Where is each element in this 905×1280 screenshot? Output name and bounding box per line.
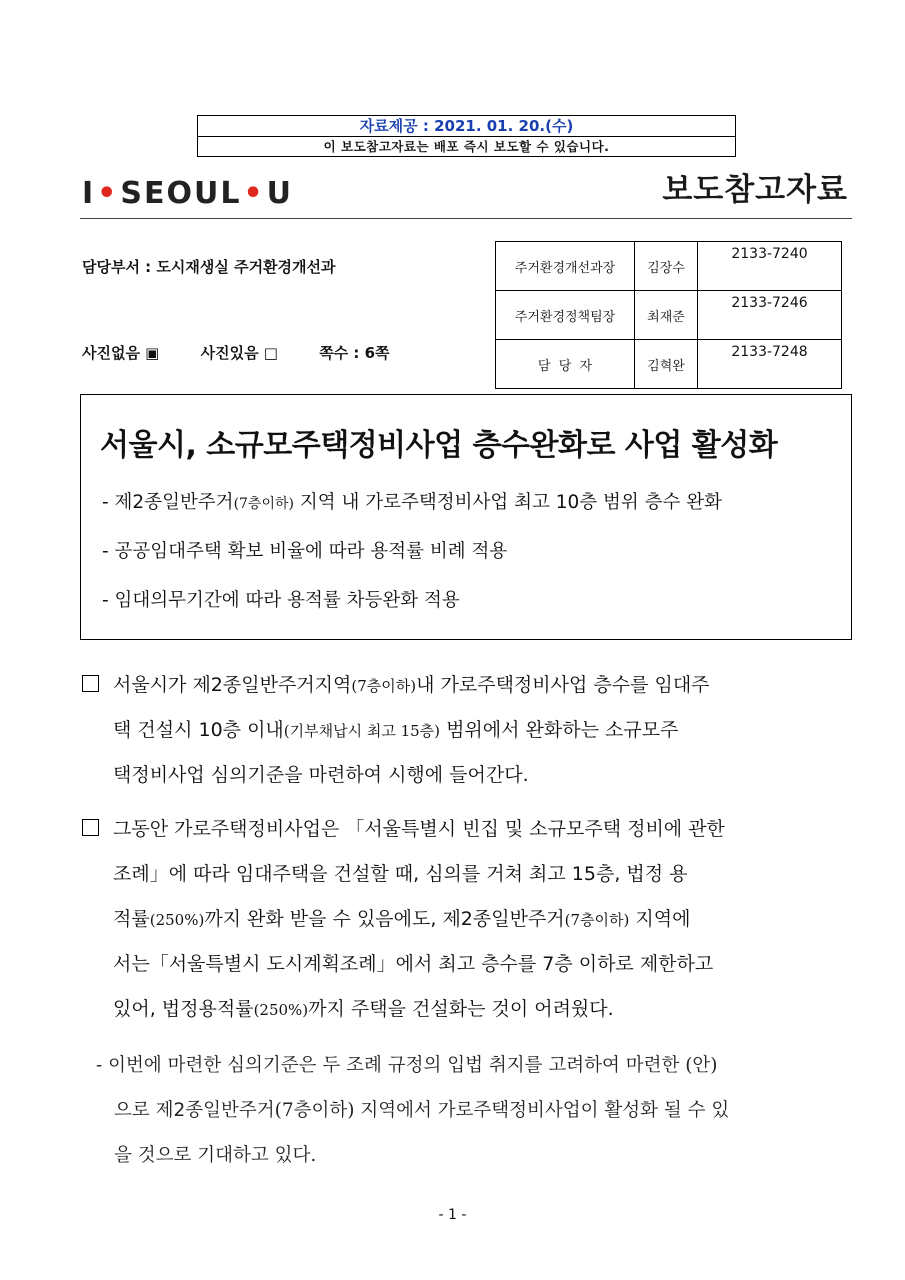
header-divider (80, 218, 852, 219)
contact-name: 김혁완 (635, 340, 698, 389)
contact-name: 최재준 (635, 291, 698, 340)
subpoint-2: - 공공임대주택 확보 비율에 따라 용적률 비례 적용 (102, 541, 508, 562)
contact-title: 주거환경정책팀장 (496, 291, 635, 340)
logo-part-i: I (82, 176, 96, 211)
page-number: - 1 - (438, 1207, 467, 1223)
document-type: 보도참고자료 (662, 172, 848, 208)
seoul-logo (82, 176, 293, 212)
paragraph-2: 그동안 가로주택정비사업은 「서울특별시 빈집 및 소규모주택 정비에 관한 조례」에 따라 임대주택을 건설할 때, 심의를 거쳐 최고 15층, 법정 용 적률(250%)까지 완화 받을 수 있음에도, 제2종일반주거(7층이하) 지역에 서는「서울특별시 도시계획조례」에서 최고 층수를 7층 이하로 제한하고 있어, 법정용적률(250%)까지 주택을 건설화는 것이 어려웠다. (80, 807, 840, 1032)
contact-table (495, 241, 842, 389)
contact-title: 담 당 자 (496, 340, 635, 389)
checkbox-bullet-icon (82, 675, 99, 692)
release-info-box (197, 115, 736, 157)
logo-part-u: U (266, 176, 294, 211)
contact-title: 주거환경개선과장 (496, 242, 635, 291)
contact-phone: 2133-7248 (698, 340, 842, 389)
subpoint-1: - 제2종일반주거(7층이하) 지역 내 가로주택정비사업 최고 10층 범위 층수 완화 (102, 492, 722, 513)
checkbox-bullet-icon (82, 819, 99, 836)
photo-info-row (82, 342, 390, 363)
department-label: 담당부서 : 도시재생실 주거환경개선과 (82, 258, 336, 276)
logo-dot-icon: • (97, 176, 119, 211)
contact-phone: 2133-7246 (698, 291, 842, 340)
logo-part-seoul: SEOUL (120, 176, 242, 211)
headline: 서울시, 소규모주택정비사업 층수완화로 사업 활성화 (100, 428, 778, 463)
paragraph-3: - 이번에 마련한 심의기준은 두 조례 규정의 입법 취지를 고려하여 마련한 (안) 으로 제2종일반주거(7층이하) 지역에서 가로주택정비사업이 활성화 될 수 있 을 것으로 기대하고 있다. (96, 1055, 730, 1166)
release-date: 자료제공 : 2021. 01. 20.(수) (198, 116, 735, 137)
contact-row (496, 291, 842, 340)
no-photo-indicator: 사진없음 ▣ (82, 344, 160, 362)
contact-name: 김장수 (635, 242, 698, 291)
contact-row (496, 242, 842, 291)
contact-row (496, 340, 842, 389)
has-photo-indicator: 사진있음 □ (200, 344, 278, 362)
logo-dot-icon: • (243, 176, 265, 211)
paragraph-1: 서울시가 제2종일반주거지역(7층이하)내 가로주택정비사업 층수를 임대주 택 건설시 10층 이내(기부채납시 최고 15층) 범위에서 완화하는 소규모주 택정비사업 심의기준을 마련하여 시행에 들어간다. (80, 663, 840, 798)
release-note: 이 보도참고자료는 배포 즉시 보도할 수 있습니다. (323, 139, 610, 154)
subpoint-3: - 임대의무기간에 따라 용적률 차등완화 적용 (102, 590, 460, 611)
page-count: 쪽수 : 6쪽 (319, 344, 390, 362)
contact-phone: 2133-7240 (698, 242, 842, 291)
